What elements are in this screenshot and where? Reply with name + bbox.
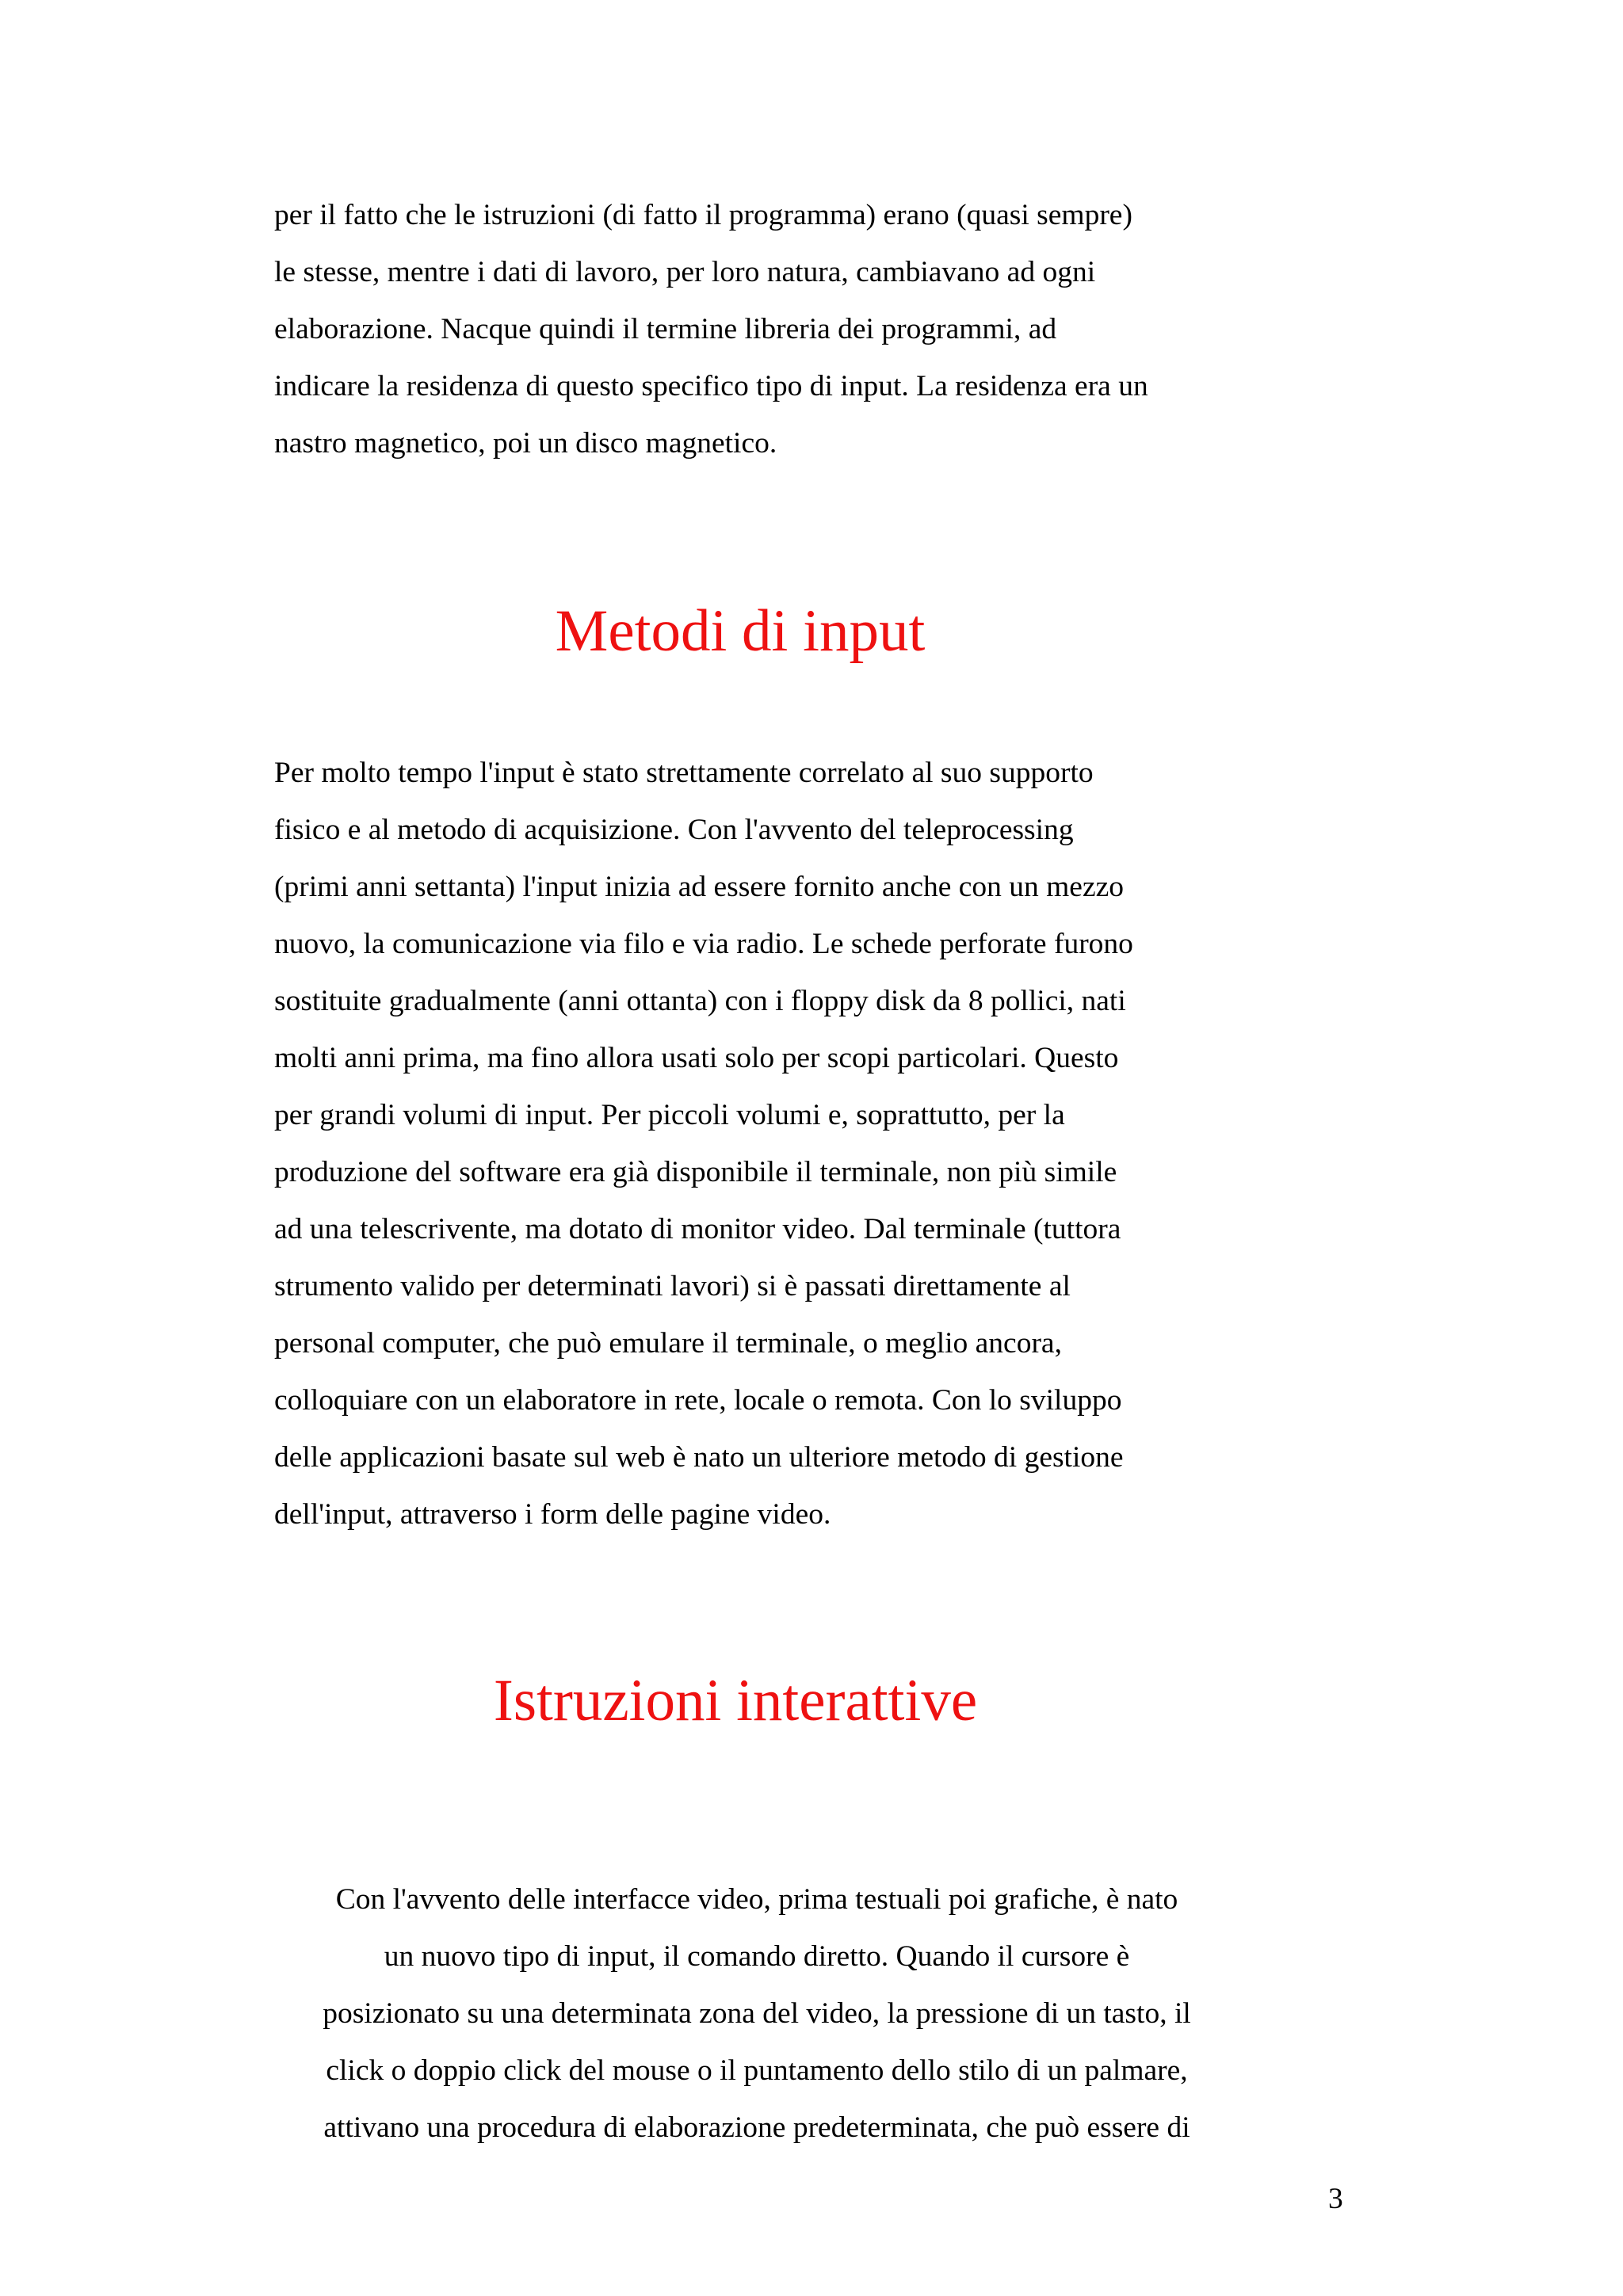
paragraph-line: dell'input, attraverso i form delle pagine video. [274, 1498, 831, 1531]
paragraph-line: Con l'avvento delle interfacce video, prima testuali poi grafiche, è nato [335, 1883, 1178, 1916]
page-number: 3 [1328, 2183, 1343, 2215]
metodi-di-input-paragraph [274, 745, 1257, 1543]
paragraph-line: le stesse, mentre i dati di lavoro, per loro natura, cambiavano ad ogni [274, 256, 1096, 288]
paragraph-line: molti anni prima, ma fino allora usati solo per scopi particolari. Questo [274, 1042, 1119, 1074]
paragraph-line: produzione del software era già disponibile il terminale, non più simile [274, 1156, 1117, 1188]
paragraph-line: delle applicazioni basate sul web è nato un ulteriore metodo di gestione [274, 1441, 1124, 1474]
istruzioni-interattive-paragraph [269, 1871, 1244, 2157]
section-heading-metodi-di-input: Metodi di input [555, 598, 926, 664]
paragraph-line: nastro magnetico, poi un disco magnetico. [274, 427, 777, 460]
paragraph-line: (primi anni settanta) l'input inizia ad essere fornito anche con un mezzo [274, 871, 1124, 903]
paragraph-line: per il fatto che le istruzioni (di fatto il programma) erano (quasi sempre) [274, 199, 1132, 231]
paragraph-line: fisico e al metodo di acquisizione. Con l'avvento del teleprocessing [274, 814, 1074, 846]
paragraph-line: colloquiare con un elaboratore in rete, locale o remota. Con lo sviluppo [274, 1384, 1122, 1417]
paragraph-line: sostituite gradualmente (anni ottanta) con i floppy disk da 8 pollici, nati [274, 985, 1126, 1017]
paragraph-line: personal computer, che può emulare il terminale, o meglio ancora, [274, 1327, 1062, 1360]
paragraph-line: nuovo, la comunicazione via filo e via radio. Le schede perforate furono [274, 928, 1133, 960]
paragraph-line: indicare la residenza di questo specifico tipo di input. La residenza era un [274, 370, 1148, 402]
paragraph-line: ad una telescrivente, ma dotato di monitor video. Dal terminale (tuttora [274, 1213, 1121, 1245]
paragraph-line: per grandi volumi di input. Per piccoli volumi e, soprattutto, per la [274, 1099, 1065, 1131]
paragraph-line: elaborazione. Nacque quindi il termine libreria dei programmi, ad [274, 313, 1057, 345]
paragraph-line: attivano una procedura di elaborazione predeterminata, che può essere di [323, 2111, 1190, 2144]
section-heading-istruzioni-interattive: Istruzioni interattive [493, 1668, 978, 1733]
paragraph-line: strumento valido per determinati lavori) si è passati direttamente al [274, 1270, 1071, 1302]
paragraph-line: Per molto tempo l'input è stato strettamente correlato al suo supporto [274, 757, 1094, 789]
paragraph-line: click o doppio click del mouse o il puntamento dello stilo di un palmare, [326, 2054, 1188, 2087]
paragraph-line: posizionato su una determinata zona del video, la pressione di un tasto, il [323, 1997, 1191, 2030]
intro-paragraph [274, 187, 1257, 472]
paragraph-line: un nuovo tipo di input, il comando diretto. Quando il cursore è [384, 1940, 1130, 1973]
